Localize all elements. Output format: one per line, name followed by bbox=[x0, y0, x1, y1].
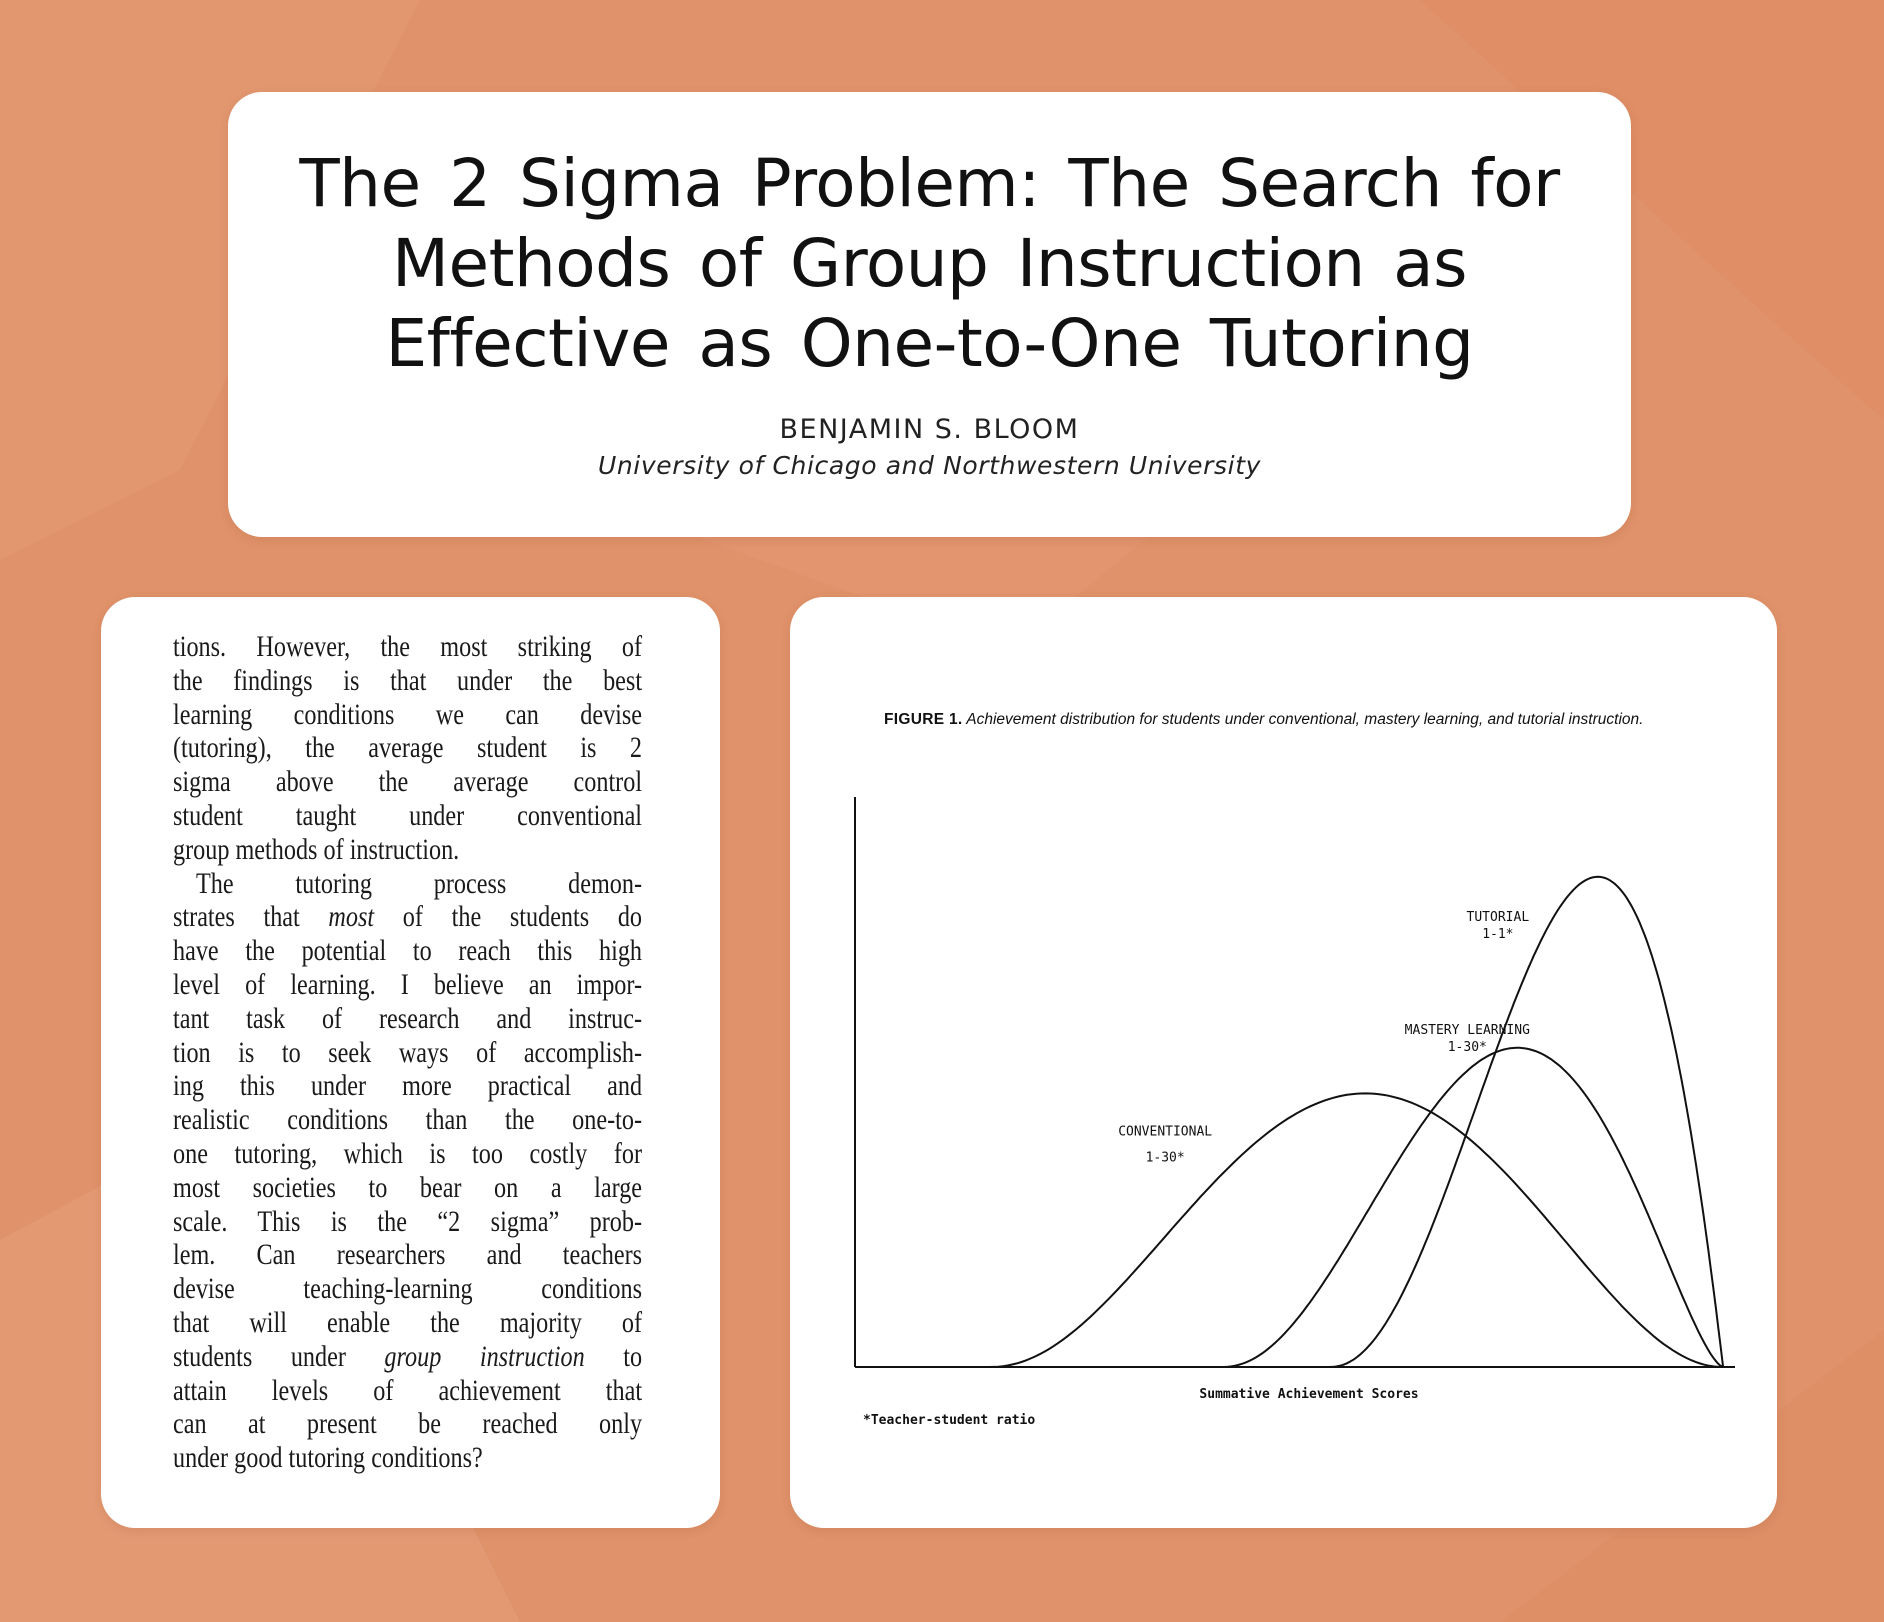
cropped-text-fragment bbox=[173, 597, 643, 617]
excerpt-line: sigma above the average control bbox=[173, 766, 643, 799]
figure-card bbox=[790, 597, 1777, 1528]
excerpt-line: attain levels of achievement that bbox=[173, 1374, 643, 1407]
title-card bbox=[228, 92, 1631, 537]
excerpt-line: have the potential to reach this high bbox=[173, 935, 643, 968]
excerpt-line: learning conditions we can devise bbox=[173, 698, 643, 731]
author-affiliation: University of Chicago and Northwestern University bbox=[597, 451, 1262, 480]
author-name: BENJAMIN S. BLOOM bbox=[779, 414, 1080, 445]
curve-mastery-learning bbox=[1222, 1048, 1723, 1367]
excerpt-line: (tutoring), the average student is 2 bbox=[173, 732, 643, 765]
series-label: CONVENTIONAL bbox=[1118, 1124, 1213, 1140]
excerpt-line: that will enable the majority of bbox=[173, 1306, 643, 1339]
figure-caption-text: Achievement distribution for students under conventional, mastery learning, and tutorial instruction. bbox=[966, 711, 1644, 728]
excerpt-line: one tutoring, which is too costly for bbox=[173, 1137, 643, 1170]
excerpt-line: tions. However, the most striking of bbox=[173, 631, 643, 663]
x-axis-label: Summative Achievement Scores bbox=[1199, 1387, 1419, 1402]
excerpt-line: can at present be reached only bbox=[173, 1408, 643, 1441]
excerpt-line-emphasis: students under group instruction to bbox=[173, 1340, 643, 1373]
excerpt-line: student taught under conventional bbox=[173, 799, 643, 832]
series-label: MASTERY LEARNING bbox=[1404, 1022, 1530, 1038]
excerpt-line: lem. Can researchers and teachers bbox=[173, 1239, 643, 1272]
paper-title-line: Effective as One-to-One Tutoring bbox=[385, 305, 1474, 382]
excerpt-line: scale. This is the “2 sigma” prob- bbox=[173, 1205, 643, 1238]
paper-title-line: The 2 Sigma Problem: The Search for bbox=[299, 145, 1560, 222]
excerpt-line: realistic conditions than the one-to- bbox=[173, 1104, 643, 1137]
achievement-distribution-chart bbox=[790, 597, 1777, 1528]
emphasized-phrase: most bbox=[328, 901, 375, 934]
excerpt-line: group methods of instruction. bbox=[173, 833, 460, 866]
figure-footnote: *Teacher-student ratio bbox=[863, 1413, 1036, 1428]
excerpt-line: the findings is that under the best bbox=[173, 664, 643, 697]
chart-curves bbox=[989, 877, 1723, 1367]
figure-label: FIGURE 1. bbox=[884, 711, 963, 728]
paper-title bbox=[228, 144, 1631, 384]
excerpt-line: The tutoring process demon- bbox=[195, 867, 643, 900]
excerpt-line: tion is to seek ways of accomplish- bbox=[173, 1036, 643, 1069]
excerpt-line: ing this under more practical and bbox=[173, 1070, 643, 1103]
series-label: TUTORIAL bbox=[1466, 909, 1530, 925]
excerpt-line-emphasis: strates that most of the students do bbox=[173, 901, 643, 934]
series-ratio-label: 1-1* bbox=[1482, 926, 1514, 942]
excerpt-text bbox=[173, 631, 642, 1476]
chart-labels bbox=[863, 910, 1530, 1428]
excerpt-line: under good tutoring conditions? bbox=[173, 1442, 483, 1475]
series-ratio-label: 1-30* bbox=[1145, 1150, 1185, 1166]
emphasized-phrase: group instruction bbox=[384, 1340, 585, 1373]
excerpt-line: level of learning. I believe an impor- bbox=[173, 968, 643, 1001]
excerpt-line: most societies to bear on a large bbox=[173, 1171, 643, 1204]
chart-axes bbox=[855, 797, 1735, 1367]
excerpt-line: tant task of research and instruc- bbox=[173, 1002, 643, 1035]
series-ratio-label: 1-30* bbox=[1447, 1039, 1487, 1055]
excerpt-line: devise teaching-learning conditions bbox=[173, 1273, 643, 1306]
curve-tutorial bbox=[1329, 877, 1723, 1367]
paper-title-line: Methods of Group Instruction as bbox=[392, 225, 1467, 302]
cropped-line-fragment bbox=[173, 597, 643, 625]
excerpt-card bbox=[101, 597, 720, 1528]
